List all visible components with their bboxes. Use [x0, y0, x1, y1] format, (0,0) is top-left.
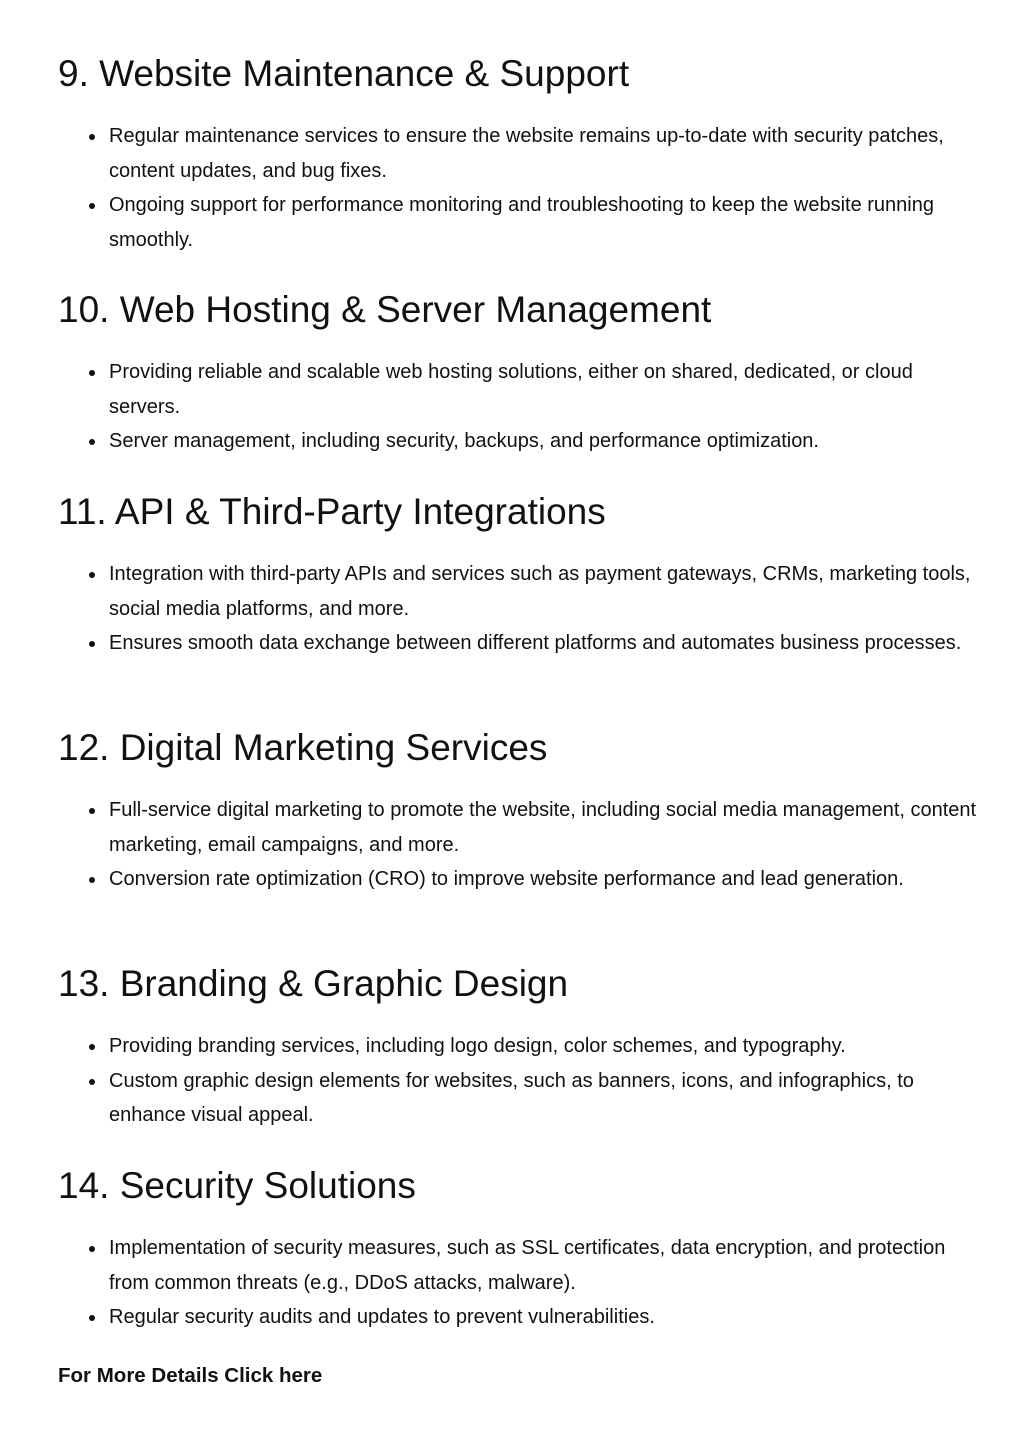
- bullet-icon: [89, 1044, 95, 1050]
- list-item-text: Providing reliable and scalable web hosting solutions, either on shared, dedicated, or cloud servers.: [109, 361, 913, 418]
- list-item: [109, 1300, 979, 1335]
- bullet-icon: [89, 1079, 95, 1085]
- list-item: [109, 557, 979, 626]
- bullet-icon: [89, 439, 95, 445]
- section-api-integrations: [58, 490, 978, 655]
- more-details-link[interactable]: For More Details Click here: [58, 1364, 323, 1387]
- bullet-icon: [89, 1315, 95, 1321]
- bullet-list: [109, 793, 979, 897]
- section-heading: 12. Digital Marketing Services: [58, 727, 548, 768]
- list-item: [109, 188, 979, 257]
- list-item: [109, 626, 979, 661]
- bullet-list: [109, 557, 979, 661]
- list-item: [109, 424, 979, 459]
- bullet-list: [109, 119, 979, 258]
- section-heading: 9. Website Maintenance & Support: [58, 53, 630, 94]
- list-item: [109, 862, 979, 897]
- list-item-text: Integration with third-party APIs and services such as payment gateways, CRMs, marketing tools, social media platforms, and more.: [109, 563, 971, 620]
- bullet-icon: [89, 877, 95, 883]
- bullet-icon: [89, 1246, 95, 1252]
- bullet-icon: [89, 641, 95, 647]
- list-item-text: Implementation of security measures, such as SSL certificates, data encryption, and protection from common threats (e.g., DDoS attacks, malware).: [109, 1237, 946, 1294]
- list-item-text: Custom graphic design elements for websites, such as banners, icons, and infographics, to enhance visual appeal.: [109, 1069, 914, 1127]
- section-heading: 10. Web Hosting & Server Management: [58, 289, 712, 330]
- section-heading: 11. API & Third-Party Integrations: [58, 491, 606, 532]
- bullet-icon: [89, 370, 95, 376]
- bullet-list: [109, 1231, 979, 1335]
- list-item-text: Providing branding services, including logo design, color schemes, and typography.: [109, 1035, 846, 1057]
- bullet-icon: [89, 134, 95, 140]
- section-security: [58, 1164, 978, 1329]
- section-heading: 14. Security Solutions: [58, 1165, 416, 1206]
- bullet-icon: [89, 572, 95, 578]
- list-item-text: Server management, including security, backups, and performance optimization.: [109, 430, 819, 453]
- section-branding: [58, 962, 978, 1127]
- list-item-text: Ensures smooth data exchange between different platforms and automates business processes.: [109, 632, 962, 655]
- list-item-text: Ongoing support for performance monitoring and troubleshooting to keep the website running smoothly.: [109, 194, 934, 252]
- section-digital-marketing: [58, 726, 978, 891]
- bullet-icon: [89, 203, 95, 209]
- section-heading: 13. Branding & Graphic Design: [58, 963, 569, 1004]
- section-web-hosting: [58, 288, 978, 453]
- list-item-text: Regular security audits and updates to prevent vulnerabilities.: [109, 1306, 655, 1329]
- bullet-list: [109, 355, 979, 459]
- list-item-text: Full-service digital marketing to promote the website, including social media management, content marketing, email campaigns, and more.: [109, 799, 977, 856]
- list-item: [109, 1029, 979, 1064]
- list-item: [109, 793, 979, 862]
- list-item: [109, 1064, 979, 1133]
- bullet-list: [109, 1029, 979, 1133]
- bullet-icon: [89, 808, 95, 814]
- list-item: [109, 355, 979, 424]
- list-item: [109, 119, 979, 188]
- list-item-text: Conversion rate optimization (CRO) to improve website performance and lead generation.: [109, 868, 904, 891]
- section-website-maintenance: [58, 52, 978, 252]
- list-item-text: Regular maintenance services to ensure the website remains up-to-date with security patches, content updates, and bug fixes.: [109, 125, 944, 182]
- list-item: [109, 1231, 979, 1300]
